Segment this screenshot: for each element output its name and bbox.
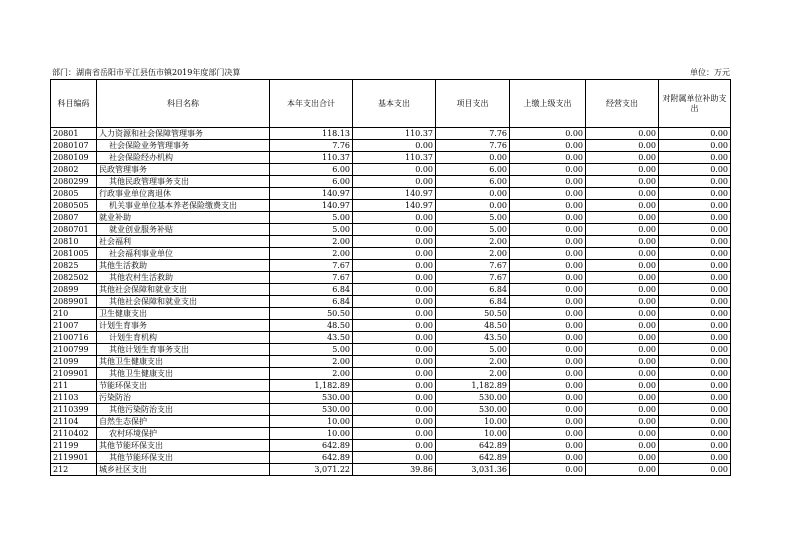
table-row xyxy=(51,140,731,152)
cell-basic: 0.00 xyxy=(353,308,436,320)
cell-upper: 0.00 xyxy=(510,140,586,152)
table-row xyxy=(51,428,731,440)
cell-business: 0.00 xyxy=(586,416,659,428)
table-row xyxy=(51,236,731,248)
cell-basic: 0.00 xyxy=(353,164,436,176)
table-row xyxy=(51,344,731,356)
cell-code: 210 xyxy=(51,308,97,320)
cell-business: 0.00 xyxy=(586,392,659,404)
expenditure-table xyxy=(50,79,731,476)
cell-name: 其他节能环保支出 xyxy=(97,452,270,464)
cell-project: 5.00 xyxy=(436,344,510,356)
cell-name: 社会福利事业单位 xyxy=(97,248,270,260)
cell-subsidy: 0.00 xyxy=(659,404,731,416)
table-body xyxy=(51,128,731,476)
cell-project: 2.00 xyxy=(436,248,510,260)
cell-code: 2110399 xyxy=(51,404,97,416)
cell-business: 0.00 xyxy=(586,344,659,356)
cell-name: 其他农村生活救助 xyxy=(97,272,270,284)
table-row xyxy=(51,284,731,296)
cell-code: 2082502 xyxy=(51,272,97,284)
cell-project: 10.00 xyxy=(436,428,510,440)
cell-upper: 0.00 xyxy=(510,368,586,380)
cell-name: 计划生育机构 xyxy=(97,332,270,344)
table-row xyxy=(51,464,731,476)
cell-total: 6.84 xyxy=(270,296,353,308)
cell-code: 2110402 xyxy=(51,428,97,440)
cell-basic: 140.97 xyxy=(353,200,436,212)
cell-business: 0.00 xyxy=(586,152,659,164)
cell-subsidy: 0.00 xyxy=(659,248,731,260)
cell-subsidy: 0.00 xyxy=(659,368,731,380)
table-row xyxy=(51,308,731,320)
cell-subsidy: 0.00 xyxy=(659,296,731,308)
cell-business: 0.00 xyxy=(586,356,659,368)
cell-code: 212 xyxy=(51,464,97,476)
table-row xyxy=(51,176,731,188)
cell-subsidy: 0.00 xyxy=(659,332,731,344)
cell-code: 21007 xyxy=(51,320,97,332)
cell-total: 642.89 xyxy=(270,440,353,452)
cell-project: 530.00 xyxy=(436,392,510,404)
cell-business: 0.00 xyxy=(586,404,659,416)
cell-upper: 0.00 xyxy=(510,164,586,176)
cell-total: 43.50 xyxy=(270,332,353,344)
cell-upper: 0.00 xyxy=(510,440,586,452)
col-header-basic: 基本支出 xyxy=(353,80,436,128)
cell-upper: 0.00 xyxy=(510,404,586,416)
table-row xyxy=(51,416,731,428)
cell-code: 2109901 xyxy=(51,368,97,380)
cell-name: 就业补助 xyxy=(97,212,270,224)
cell-total: 50.50 xyxy=(270,308,353,320)
cell-basic: 110.37 xyxy=(353,152,436,164)
cell-business: 0.00 xyxy=(586,464,659,476)
cell-project: 6.84 xyxy=(436,296,510,308)
cell-name: 其他社会保障和就业支出 xyxy=(97,284,270,296)
unit-label: 单位：万元 xyxy=(690,68,730,77)
cell-name: 社会福利 xyxy=(97,236,270,248)
cell-subsidy: 0.00 xyxy=(659,464,731,476)
cell-name: 计划生育事务 xyxy=(97,320,270,332)
cell-code: 20805 xyxy=(51,188,97,200)
cell-business: 0.00 xyxy=(586,224,659,236)
cell-subsidy: 0.00 xyxy=(659,380,731,392)
cell-name: 社会保险经办机构 xyxy=(97,152,270,164)
table-row xyxy=(51,452,731,464)
cell-project: 0.00 xyxy=(436,188,510,200)
cell-project: 3,031.36 xyxy=(436,464,510,476)
table-row xyxy=(51,332,731,344)
table-row xyxy=(51,296,731,308)
cell-subsidy: 0.00 xyxy=(659,152,731,164)
col-header-code: 科目编码 xyxy=(51,80,97,128)
cell-name: 机关事业单位基本养老保险缴费支出 xyxy=(97,200,270,212)
cell-code: 21199 xyxy=(51,440,97,452)
cell-total: 6.84 xyxy=(270,284,353,296)
cell-name: 行政事业单位离退休 xyxy=(97,188,270,200)
cell-upper: 0.00 xyxy=(510,308,586,320)
table-row xyxy=(51,272,731,284)
cell-project: 2.00 xyxy=(436,368,510,380)
cell-upper: 0.00 xyxy=(510,344,586,356)
cell-basic: 0.00 xyxy=(353,140,436,152)
cell-name: 其他节能环保支出 xyxy=(97,440,270,452)
cell-name: 节能环保支出 xyxy=(97,380,270,392)
table-row xyxy=(51,380,731,392)
cell-code: 2089901 xyxy=(51,296,97,308)
cell-total: 10.00 xyxy=(270,428,353,440)
cell-code: 20807 xyxy=(51,212,97,224)
cell-project: 1,182.89 xyxy=(436,380,510,392)
cell-upper: 0.00 xyxy=(510,464,586,476)
cell-upper: 0.00 xyxy=(510,356,586,368)
cell-upper: 0.00 xyxy=(510,416,586,428)
cell-basic: 0.00 xyxy=(353,176,436,188)
cell-total: 110.37 xyxy=(270,152,353,164)
table-row xyxy=(51,356,731,368)
cell-total: 5.00 xyxy=(270,224,353,236)
cell-subsidy: 0.00 xyxy=(659,272,731,284)
cell-subsidy: 0.00 xyxy=(659,320,731,332)
cell-basic: 0.00 xyxy=(353,404,436,416)
cell-project: 642.89 xyxy=(436,440,510,452)
cell-code: 2080109 xyxy=(51,152,97,164)
table-row xyxy=(51,212,731,224)
cell-total: 642.89 xyxy=(270,452,353,464)
cell-upper: 0.00 xyxy=(510,392,586,404)
cell-subsidy: 0.00 xyxy=(659,128,731,140)
cell-code: 2080299 xyxy=(51,176,97,188)
table-row xyxy=(51,164,731,176)
cell-upper: 0.00 xyxy=(510,176,586,188)
cell-basic: 0.00 xyxy=(353,272,436,284)
cell-business: 0.00 xyxy=(586,380,659,392)
cell-total: 5.00 xyxy=(270,212,353,224)
cell-code: 20802 xyxy=(51,164,97,176)
cell-subsidy: 0.00 xyxy=(659,188,731,200)
cell-upper: 0.00 xyxy=(510,296,586,308)
cell-total: 1,182.89 xyxy=(270,380,353,392)
cell-basic: 0.00 xyxy=(353,356,436,368)
cell-upper: 0.00 xyxy=(510,188,586,200)
cell-total: 5.00 xyxy=(270,344,353,356)
cell-project: 2.00 xyxy=(436,356,510,368)
cell-basic: 0.00 xyxy=(353,224,436,236)
cell-name: 民政管理事务 xyxy=(97,164,270,176)
cell-code: 21104 xyxy=(51,416,97,428)
cell-upper: 0.00 xyxy=(510,320,586,332)
cell-business: 0.00 xyxy=(586,260,659,272)
cell-subsidy: 0.00 xyxy=(659,308,731,320)
cell-name: 污染防治 xyxy=(97,392,270,404)
cell-total: 2.00 xyxy=(270,368,353,380)
table-header-row xyxy=(51,80,731,128)
cell-code: 20801 xyxy=(51,128,97,140)
cell-business: 0.00 xyxy=(586,128,659,140)
cell-project: 6.00 xyxy=(436,164,510,176)
cell-total: 530.00 xyxy=(270,404,353,416)
cell-subsidy: 0.00 xyxy=(659,440,731,452)
cell-name: 其他社会保障和就业支出 xyxy=(97,296,270,308)
cell-total: 7.67 xyxy=(270,260,353,272)
cell-total: 2.00 xyxy=(270,236,353,248)
cell-subsidy: 0.00 xyxy=(659,164,731,176)
cell-name: 其他民政管理事务支出 xyxy=(97,176,270,188)
table-row xyxy=(51,248,731,260)
cell-business: 0.00 xyxy=(586,320,659,332)
cell-basic: 0.00 xyxy=(353,344,436,356)
department-label: 部门：湖南省岳阳市平江县伍市镇2019年度部门决算 xyxy=(52,68,241,77)
table-row xyxy=(51,200,731,212)
col-header-name: 科目名称 xyxy=(97,80,270,128)
col-header-subsidy: 对附属单位补助支出 xyxy=(659,80,731,128)
col-header-project: 项目支出 xyxy=(436,80,510,128)
cell-total: 118.13 xyxy=(270,128,353,140)
cell-project: 10.00 xyxy=(436,416,510,428)
cell-upper: 0.00 xyxy=(510,128,586,140)
cell-basic: 0.00 xyxy=(353,260,436,272)
cell-business: 0.00 xyxy=(586,188,659,200)
cell-total: 6.00 xyxy=(270,164,353,176)
cell-name: 卫生健康支出 xyxy=(97,308,270,320)
table-row xyxy=(51,440,731,452)
cell-upper: 0.00 xyxy=(510,248,586,260)
cell-basic: 39.86 xyxy=(353,464,436,476)
cell-name: 其他卫生健康支出 xyxy=(97,368,270,380)
cell-basic: 140.97 xyxy=(353,188,436,200)
cell-business: 0.00 xyxy=(586,212,659,224)
cell-business: 0.00 xyxy=(586,236,659,248)
cell-total: 530.00 xyxy=(270,392,353,404)
cell-business: 0.00 xyxy=(586,368,659,380)
cell-code: 2081005 xyxy=(51,248,97,260)
cell-total: 7.76 xyxy=(270,140,353,152)
cell-total: 140.97 xyxy=(270,188,353,200)
cell-basic: 0.00 xyxy=(353,248,436,260)
cell-total: 140.97 xyxy=(270,200,353,212)
cell-code: 2080107 xyxy=(51,140,97,152)
cell-upper: 0.00 xyxy=(510,272,586,284)
cell-upper: 0.00 xyxy=(510,200,586,212)
cell-basic: 0.00 xyxy=(353,452,436,464)
cell-subsidy: 0.00 xyxy=(659,224,731,236)
cell-name: 农村环境保护 xyxy=(97,428,270,440)
table-row xyxy=(51,392,731,404)
cell-code: 211 xyxy=(51,380,97,392)
cell-code: 21099 xyxy=(51,356,97,368)
cell-project: 50.50 xyxy=(436,308,510,320)
col-header-total: 本年支出合计 xyxy=(270,80,353,128)
cell-basic: 0.00 xyxy=(353,332,436,344)
cell-project: 43.50 xyxy=(436,332,510,344)
cell-business: 0.00 xyxy=(586,428,659,440)
table-row xyxy=(51,128,731,140)
cell-name: 城乡社区支出 xyxy=(97,464,270,476)
cell-basic: 0.00 xyxy=(353,236,436,248)
cell-upper: 0.00 xyxy=(510,380,586,392)
cell-basic: 0.00 xyxy=(353,392,436,404)
cell-subsidy: 0.00 xyxy=(659,344,731,356)
col-header-upper: 上缴上级支出 xyxy=(510,80,586,128)
cell-total: 6.00 xyxy=(270,176,353,188)
cell-subsidy: 0.00 xyxy=(659,236,731,248)
cell-code: 20825 xyxy=(51,260,97,272)
cell-subsidy: 0.00 xyxy=(659,392,731,404)
cell-code: 20810 xyxy=(51,236,97,248)
cell-project: 6.84 xyxy=(436,284,510,296)
cell-project: 7.67 xyxy=(436,272,510,284)
cell-code: 2080701 xyxy=(51,224,97,236)
table-row xyxy=(51,404,731,416)
cell-name: 其他计划生育事务支出 xyxy=(97,344,270,356)
cell-name: 其他生活救助 xyxy=(97,260,270,272)
cell-basic: 0.00 xyxy=(353,416,436,428)
cell-upper: 0.00 xyxy=(510,332,586,344)
table-row xyxy=(51,320,731,332)
cell-basic: 0.00 xyxy=(353,284,436,296)
table-row xyxy=(51,368,731,380)
cell-business: 0.00 xyxy=(586,140,659,152)
cell-name: 社会保险业务管理事务 xyxy=(97,140,270,152)
cell-total: 2.00 xyxy=(270,356,353,368)
cell-total: 10.00 xyxy=(270,416,353,428)
cell-basic: 0.00 xyxy=(353,212,436,224)
cell-business: 0.00 xyxy=(586,176,659,188)
cell-subsidy: 0.00 xyxy=(659,212,731,224)
cell-project: 2.00 xyxy=(436,236,510,248)
cell-business: 0.00 xyxy=(586,248,659,260)
cell-business: 0.00 xyxy=(586,440,659,452)
cell-project: 5.00 xyxy=(436,212,510,224)
cell-subsidy: 0.00 xyxy=(659,452,731,464)
cell-subsidy: 0.00 xyxy=(659,176,731,188)
cell-basic: 0.00 xyxy=(353,368,436,380)
cell-upper: 0.00 xyxy=(510,224,586,236)
cell-code: 20899 xyxy=(51,284,97,296)
cell-basic: 110.37 xyxy=(353,128,436,140)
cell-total: 3,071.22 xyxy=(270,464,353,476)
cell-business: 0.00 xyxy=(586,284,659,296)
cell-basic: 0.00 xyxy=(353,428,436,440)
cell-upper: 0.00 xyxy=(510,236,586,248)
cell-business: 0.00 xyxy=(586,164,659,176)
cell-total: 48.50 xyxy=(270,320,353,332)
cell-name: 人力资源和社会保障管理事务 xyxy=(97,128,270,140)
cell-business: 0.00 xyxy=(586,452,659,464)
cell-basic: 0.00 xyxy=(353,380,436,392)
cell-name: 其他污染防治支出 xyxy=(97,404,270,416)
cell-business: 0.00 xyxy=(586,272,659,284)
cell-code: 21103 xyxy=(51,392,97,404)
cell-subsidy: 0.00 xyxy=(659,356,731,368)
cell-business: 0.00 xyxy=(586,332,659,344)
cell-subsidy: 0.00 xyxy=(659,260,731,272)
cell-subsidy: 0.00 xyxy=(659,284,731,296)
cell-project: 7.67 xyxy=(436,260,510,272)
cell-subsidy: 0.00 xyxy=(659,416,731,428)
cell-upper: 0.00 xyxy=(510,452,586,464)
table-row xyxy=(51,188,731,200)
cell-total: 2.00 xyxy=(270,248,353,260)
cell-project: 530.00 xyxy=(436,404,510,416)
cell-code: 2100799 xyxy=(51,344,97,356)
cell-project: 0.00 xyxy=(436,152,510,164)
cell-business: 0.00 xyxy=(586,308,659,320)
cell-business: 0.00 xyxy=(586,296,659,308)
table-row xyxy=(51,224,731,236)
cell-upper: 0.00 xyxy=(510,260,586,272)
cell-total: 7.67 xyxy=(270,272,353,284)
cell-code: 2100716 xyxy=(51,332,97,344)
col-header-business: 经营支出 xyxy=(586,80,659,128)
cell-basic: 0.00 xyxy=(353,296,436,308)
cell-name: 其他卫生健康支出 xyxy=(97,356,270,368)
cell-code: 2080505 xyxy=(51,200,97,212)
cell-project: 642.89 xyxy=(436,452,510,464)
table-row xyxy=(51,152,731,164)
table-row xyxy=(51,260,731,272)
cell-code: 2119901 xyxy=(51,452,97,464)
cell-subsidy: 0.00 xyxy=(659,140,731,152)
cell-basic: 0.00 xyxy=(353,440,436,452)
cell-upper: 0.00 xyxy=(510,428,586,440)
cell-project: 5.00 xyxy=(436,224,510,236)
cell-project: 0.00 xyxy=(436,200,510,212)
cell-business: 0.00 xyxy=(586,200,659,212)
cell-name: 就业创业服务补贴 xyxy=(97,224,270,236)
cell-project: 6.00 xyxy=(436,176,510,188)
cell-subsidy: 0.00 xyxy=(659,200,731,212)
cell-subsidy: 0.00 xyxy=(659,428,731,440)
cell-project: 7.76 xyxy=(436,140,510,152)
cell-project: 7.76 xyxy=(436,128,510,140)
cell-basic: 0.00 xyxy=(353,320,436,332)
cell-upper: 0.00 xyxy=(510,212,586,224)
cell-upper: 0.00 xyxy=(510,284,586,296)
cell-upper: 0.00 xyxy=(510,152,586,164)
cell-project: 48.50 xyxy=(436,320,510,332)
cell-name: 自然生态保护 xyxy=(97,416,270,428)
